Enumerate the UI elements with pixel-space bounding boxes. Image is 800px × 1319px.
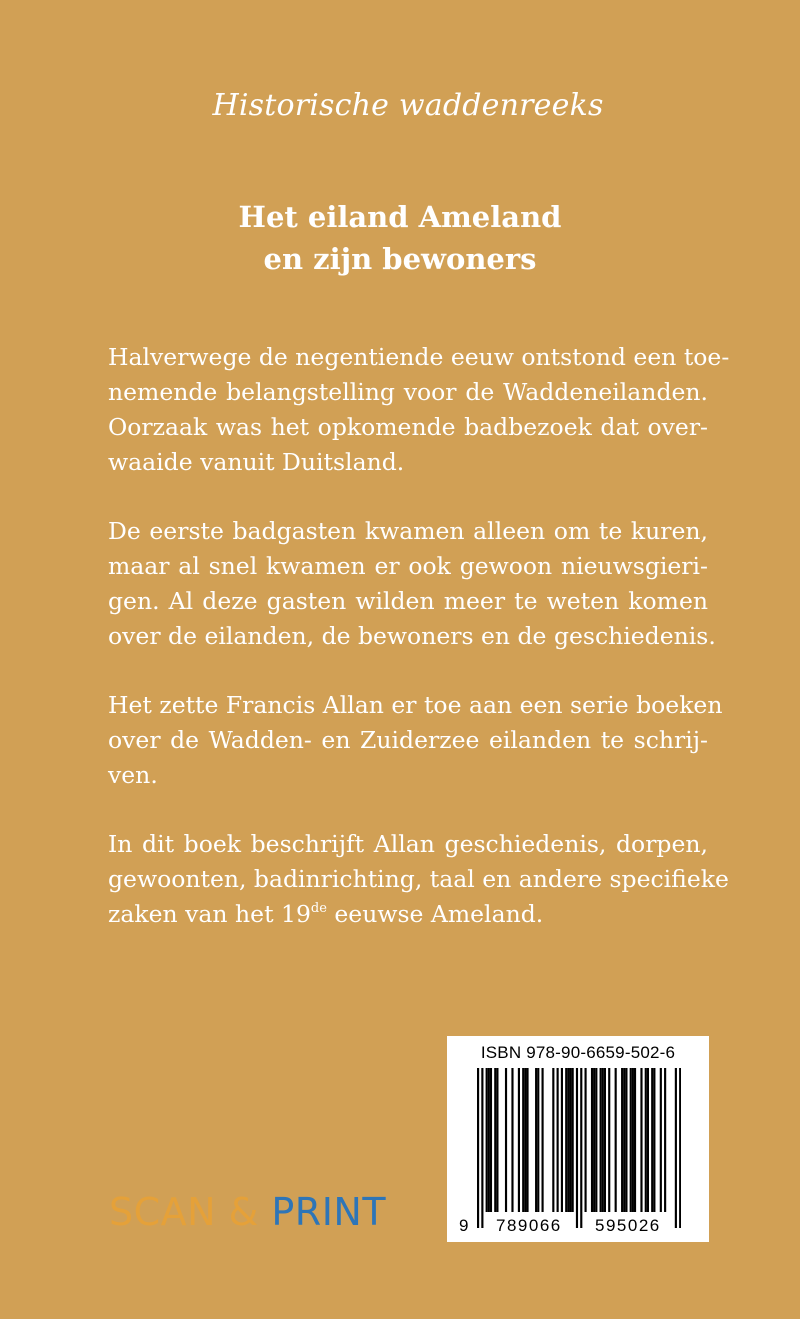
barcode-bar	[572, 1068, 574, 1212]
barcode-bar	[524, 1068, 526, 1212]
barcode-bar	[634, 1068, 636, 1212]
barcode-bar	[486, 1068, 488, 1212]
barcode-bar	[593, 1068, 595, 1212]
last-line-before: zaken van het 19	[108, 900, 311, 928]
blurb-line: over de eilanden, de bewoners en de geschiedenis.	[108, 622, 716, 650]
barcode-bar	[591, 1068, 593, 1212]
book-title	[0, 196, 800, 280]
barcode-bar	[561, 1068, 563, 1212]
barcode-bar	[522, 1068, 524, 1212]
blurb-line: Het zette Francis Allan er toe aan een serie boeken	[108, 691, 723, 719]
barcode-bar	[542, 1068, 544, 1212]
barcode-first-digit: 9	[459, 1216, 469, 1235]
blurb-paragraph-1	[108, 340, 730, 480]
barcode-bar	[481, 1068, 483, 1228]
barcode-bar	[660, 1068, 662, 1212]
book-title-line-1: Het eiland Ameland	[238, 200, 562, 234]
publisher-logo	[109, 1190, 386, 1234]
barcode-right-digits: 595026	[595, 1216, 661, 1235]
barcode-bars	[477, 1068, 681, 1228]
barcode-bar	[645, 1068, 647, 1212]
publisher-logo-part-1: SCAN &	[109, 1190, 259, 1234]
barcode-bar	[679, 1068, 681, 1228]
barcode-bar	[608, 1068, 610, 1212]
barcode-bar	[494, 1068, 496, 1212]
barcode-bar	[576, 1068, 578, 1228]
ordinal-superscript: de	[310, 901, 327, 916]
barcode-bar	[623, 1068, 625, 1212]
barcode-bar	[632, 1068, 634, 1212]
barcode-bar	[647, 1068, 649, 1212]
blurb-paragraph-2	[108, 514, 716, 654]
blurb	[108, 340, 730, 966]
barcode-bar	[580, 1068, 582, 1228]
barcode-bar	[518, 1068, 520, 1212]
barcode-bar	[505, 1068, 507, 1212]
barcode-bar	[585, 1068, 587, 1212]
blurb-line: over de Wadden- en Zuiderzee eilanden te schrij-	[108, 726, 708, 754]
barcode-bar	[675, 1068, 677, 1228]
barcode-bar	[621, 1068, 623, 1212]
blurb-line: ven.	[108, 761, 158, 789]
series-title: Historische waddenreeks	[212, 88, 604, 123]
blurb-line: De eerste badgasten kwamen alleen om te kuren,	[108, 517, 708, 545]
blurb-last-line	[108, 897, 708, 932]
barcode-bar	[557, 1068, 559, 1212]
publisher-logo-part-2: PRINT	[258, 1190, 387, 1234]
barcode-bar	[526, 1068, 528, 1212]
barcode-bar	[569, 1068, 571, 1212]
barcode-bar	[604, 1068, 606, 1212]
blurb-paragraph-4	[108, 827, 729, 932]
blurb-line: waaide vanuit Duitsland.	[108, 448, 405, 476]
barcode-bar	[537, 1068, 539, 1212]
book-title-line-2: en zijn bewoners	[263, 242, 537, 276]
barcode-bar	[653, 1068, 655, 1212]
barcode-bar	[664, 1068, 666, 1212]
barcode-bar	[615, 1068, 617, 1212]
barcode-bar	[565, 1068, 567, 1212]
blurb-line: In dit boek beschrijft Allan geschiedenis, dorpen,	[108, 830, 708, 858]
barcode-bar	[567, 1068, 569, 1212]
barcode-bar	[535, 1068, 537, 1212]
isbn-label: ISBN 978-90-6659-502-6	[480, 1043, 676, 1062]
barcode-bar	[477, 1068, 479, 1228]
barcode-bar	[552, 1068, 554, 1212]
barcode-bar	[630, 1068, 632, 1212]
barcode-bar	[651, 1068, 653, 1212]
isbn-barcode	[447, 1036, 709, 1242]
blurb-line: Oorzaak was het opkomende badbezoek dat over-	[108, 413, 708, 441]
barcode-bar	[490, 1068, 492, 1212]
barcode-bar	[600, 1068, 602, 1212]
barcode-bar	[602, 1068, 604, 1212]
last-line-after: eeuwse Ameland.	[326, 900, 544, 928]
barcode-bar	[496, 1068, 498, 1212]
blurb-line: nemende belangstelling voor de Waddeneilanden.	[108, 378, 708, 406]
blurb-line: gewoonten, badinrichting, taal en andere specifieke	[108, 865, 729, 893]
barcode-bar	[625, 1068, 627, 1212]
barcode-bar	[511, 1068, 513, 1212]
blurb-line: maar al snel kwamen er ook gewoon nieuwsgieri-	[108, 552, 708, 580]
barcode-bar	[640, 1068, 642, 1212]
barcode-bar	[488, 1068, 490, 1212]
blurb-line: Halverwege de negentiende eeuw ontstond een toe-	[108, 343, 730, 371]
blurb-paragraph-3	[108, 688, 723, 793]
barcode-bar	[595, 1068, 597, 1212]
blurb-line: gen. Al deze gasten wilden meer te weten komen	[108, 587, 708, 615]
barcode-left-digits: 789066	[496, 1216, 562, 1235]
